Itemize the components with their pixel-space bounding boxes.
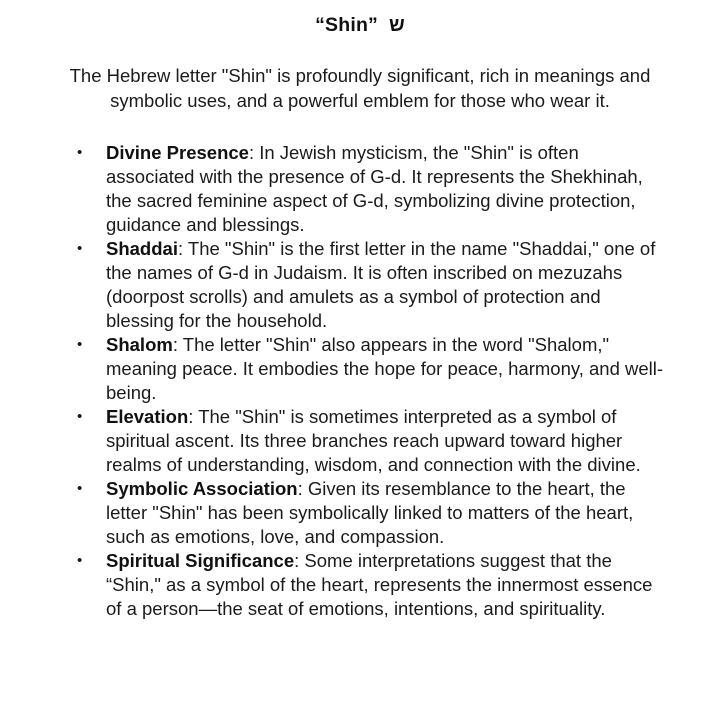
bullet-list bbox=[0, 141, 666, 621]
list-item-text: : Given its resemblance to the heart, the letter "Shin" has been symbolically linked to matters of the heart, such as emotions, love, and compassion. bbox=[106, 478, 634, 547]
list-item-term: Spiritual Significance bbox=[106, 550, 295, 571]
list-item-term: Shaddai bbox=[106, 238, 178, 259]
list-item-term: Shalom bbox=[106, 334, 173, 355]
list-item-term: Symbolic Association bbox=[106, 478, 298, 499]
list-item-text: : The letter "Shin" also appears in the word "Shalom," meaning peace. It embodies the hope for peace, harmony, and well-being. bbox=[106, 334, 664, 403]
hebrew-shin-letter: ש bbox=[389, 14, 405, 36]
list-item-term: Elevation bbox=[106, 406, 189, 427]
bullet-icon: • bbox=[77, 240, 83, 257]
list-item-text: : Some interpretations suggest that the “Shin," as a symbol of the heart, represents the innermost essence of a person—the seat of emotions, intentions, and spirituality. bbox=[106, 550, 653, 619]
bullet-icon: • bbox=[77, 552, 83, 569]
list-item-text: : In Jewish mysticism, the "Shin" is often associated with the presence of G-d. It represents the Shekhinah, the sacred feminine aspect of G-d, symbolizing divine protection, guidance and blessings. bbox=[106, 142, 643, 235]
list-item-text: : The "Shin" is the first letter in the name "Shaddai," one of the names of G-d in Judaism. It is often inscribed on mezuzahs (doorpost scrolls) and amulets as a symbol of protection and blessing for the household. bbox=[106, 238, 656, 331]
bullet-icon: • bbox=[77, 408, 83, 425]
bullet-icon: • bbox=[77, 336, 83, 353]
bullet-icon: • bbox=[77, 144, 83, 161]
list-item bbox=[77, 333, 666, 405]
list-item-term: Divine Presence bbox=[106, 142, 249, 163]
list-item bbox=[77, 549, 666, 621]
list-item-text: : The "Shin" is sometimes interpreted as a symbol of spiritual ascent. Its three branches reach upward toward higher realms of understanding, wisdom, and connection with the divine. bbox=[106, 406, 641, 475]
list-item bbox=[77, 405, 666, 477]
list-item bbox=[77, 141, 666, 237]
list-item bbox=[77, 237, 666, 333]
list-item bbox=[77, 477, 666, 549]
bullet-icon: • bbox=[77, 480, 83, 497]
intro-paragraph: The Hebrew letter "Shin" is profoundly significant, rich in meanings and symbolic uses, and a powerful emblem for those who wear it. bbox=[69, 65, 651, 111]
title-text: “Shin” bbox=[315, 14, 379, 36]
page-title bbox=[0, 14, 720, 37]
